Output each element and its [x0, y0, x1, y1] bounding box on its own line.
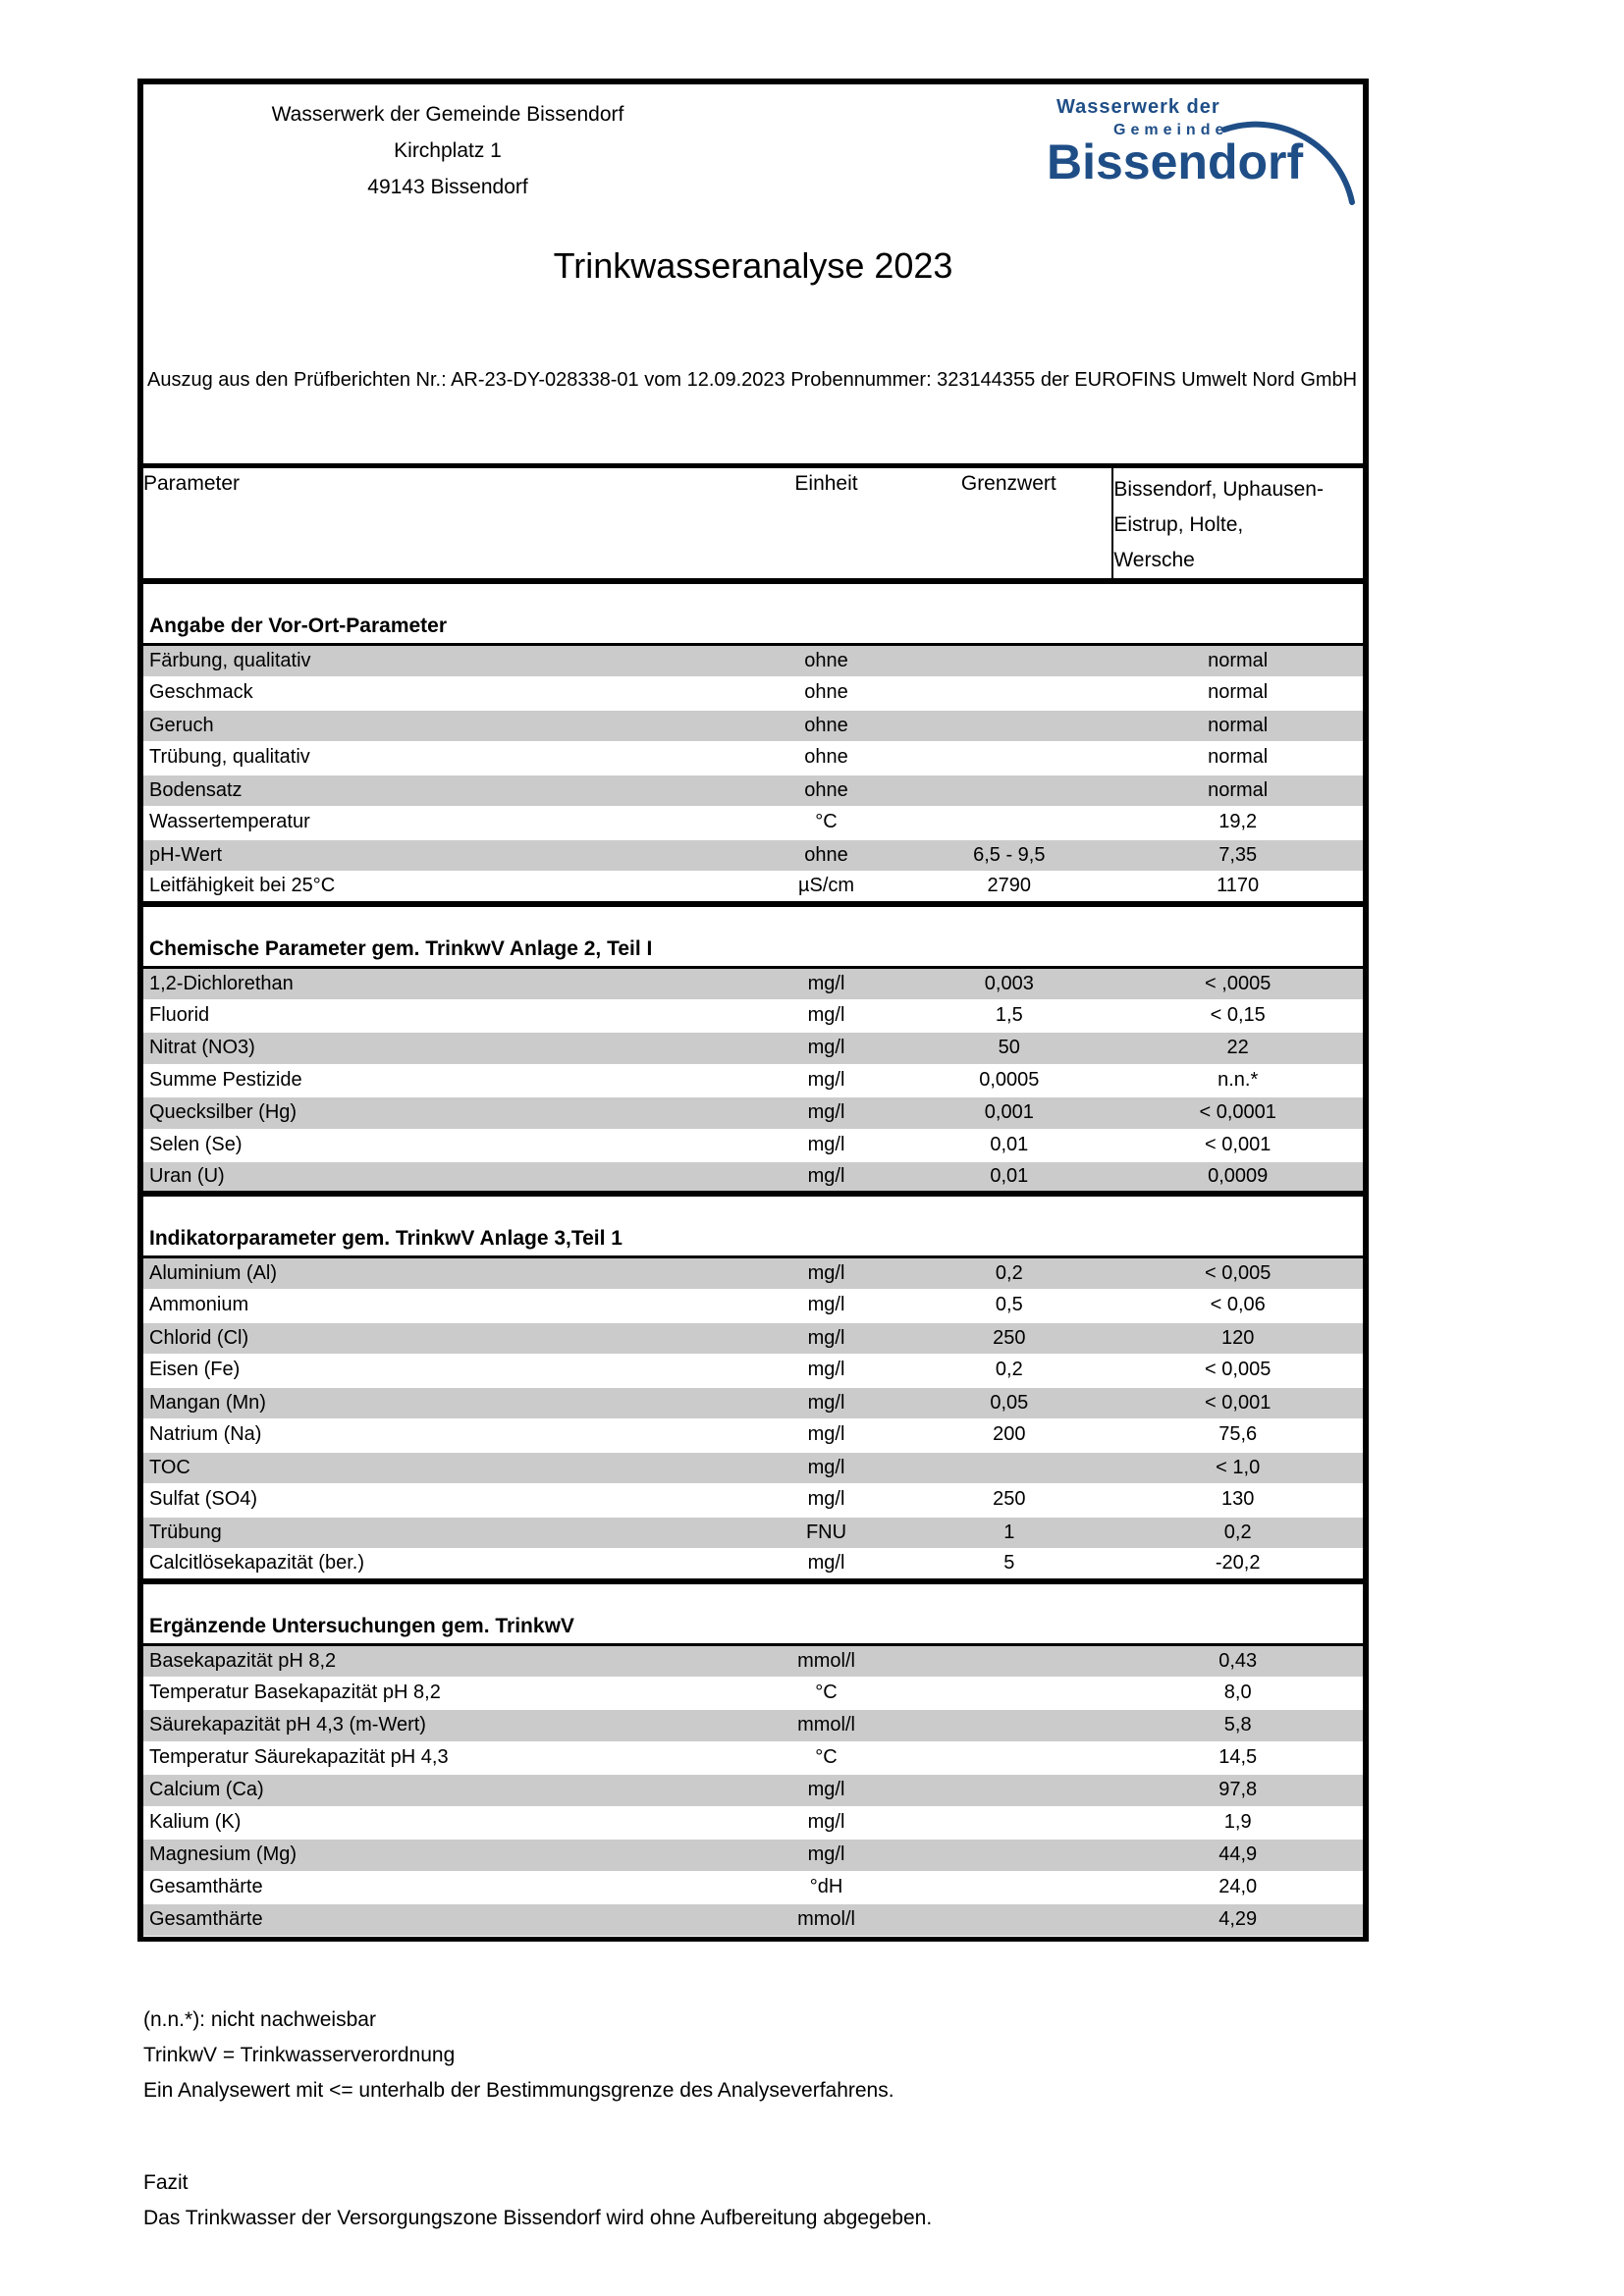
wert-cell: 0,2: [1112, 1517, 1363, 1549]
wert-cell: 44,9: [1112, 1839, 1363, 1871]
wert-cell: 5,8: [1112, 1709, 1363, 1741]
parameter-cell: Trübung: [143, 1517, 747, 1549]
wert-cell: n.n.*: [1218, 1068, 1259, 1091]
grenzwert-cell: [905, 742, 1112, 774]
grenzwert-cell: [905, 1452, 1112, 1484]
grenzwert-cell: [905, 1871, 1112, 1903]
table-row: [143, 1355, 1363, 1387]
wert-cell: < 0,005: [1205, 1359, 1272, 1381]
table-row: [143, 1387, 1363, 1419]
wert-cell: < 0,15: [1210, 1003, 1266, 1026]
table-row: [143, 1032, 1363, 1064]
einheit-cell: mmol/l: [747, 1903, 905, 1936]
parameter-cell: Uran (U): [143, 1161, 747, 1194]
grenzwert-cell: [905, 1903, 1112, 1936]
einheit-cell: mmol/l: [747, 1644, 905, 1677]
parameter-cell: Geschmack: [149, 681, 253, 704]
grenzwert-cell: 250: [993, 1488, 1026, 1511]
einheit-cell: ohne: [804, 746, 848, 769]
wert-cell: normal: [1208, 681, 1269, 704]
einheit-cell: ohne: [747, 645, 905, 677]
table-row: [143, 1129, 1363, 1161]
parameter-cell: Färbung, qualitativ: [143, 645, 747, 677]
einheit-cell: mg/l: [807, 1552, 845, 1575]
wert-cell: < 0,001: [1205, 1133, 1272, 1155]
parameter-cell: Geruch: [143, 710, 747, 742]
einheit-cell: mg/l: [807, 1294, 845, 1316]
wert-cell: 7,35: [1112, 839, 1363, 872]
einheit-cell: mg/l: [807, 1003, 845, 1026]
einheit-cell: mg/l: [807, 1810, 845, 1833]
analysis-table-header: [143, 466, 1363, 582]
table-row: [143, 1452, 1363, 1484]
table-row: [143, 1419, 1363, 1452]
wert-cell: normal: [1208, 746, 1269, 769]
parameter-cell: Leitfähigkeit bei 25°C: [149, 875, 336, 897]
table-row: [143, 1549, 1363, 1581]
parameter-cell: Temperatur Säurekapazität pH 4,3: [149, 1745, 449, 1768]
column-header-einheit: Einheit: [747, 466, 905, 582]
einheit-cell: mg/l: [747, 1257, 905, 1290]
grenzwert-cell: 200: [993, 1423, 1026, 1446]
einheit-cell: °C: [815, 1681, 838, 1703]
address-line-2: Kirchplatz 1: [394, 139, 502, 162]
table-row: [143, 710, 1363, 742]
wert-cell: -20,2: [1215, 1552, 1261, 1575]
parameter-cell: Selen (Se): [149, 1133, 243, 1155]
section-heading-row: [143, 581, 1363, 645]
column-header-row: [143, 466, 1363, 582]
parameter-cell: Ammonium: [149, 1294, 249, 1316]
wert-cell: < 0,06: [1210, 1294, 1266, 1316]
wert-cell: 1170: [1217, 875, 1260, 897]
analysis-table-body: [143, 581, 1363, 1936]
parameter-cell: Calcitlösekapazität (ber.): [149, 1552, 364, 1575]
wert-cell: 130: [1220, 1488, 1255, 1511]
column-header-grenzwert: Grenzwert: [905, 466, 1112, 582]
table-row: [143, 1709, 1363, 1741]
grenzwert-cell: 0,01: [905, 1161, 1112, 1194]
table-row: [143, 774, 1363, 807]
table-row: [143, 645, 1363, 677]
parameter-cell: Calcium (Ca): [143, 1774, 747, 1806]
einheit-cell: mg/l: [807, 1423, 845, 1446]
wert-cell: 24,0: [1218, 1875, 1258, 1897]
table-row: [143, 1903, 1363, 1936]
parameter-cell: Wassertemperatur: [149, 811, 310, 833]
section-heading: Ergänzende Untersuchungen gem. TrinkwV: [143, 1581, 1363, 1645]
einheit-cell: mg/l: [747, 1774, 905, 1806]
parameter-cell: Summe Pestizide: [149, 1068, 302, 1091]
wert-cell: 0,43: [1112, 1644, 1363, 1677]
address-line-1: Wasserwerk der Gemeinde Bissendorf: [271, 103, 624, 126]
grenzwert-cell: [905, 677, 1112, 710]
parameter-cell: pH-Wert: [143, 839, 747, 872]
grenzwert-cell: 0,01: [990, 1133, 1029, 1155]
analysis-table: [143, 463, 1363, 1937]
parameter-cell: Sulfat (SO4): [149, 1488, 258, 1511]
section-heading-row: [143, 1581, 1363, 1645]
einheit-cell: ohne: [804, 681, 848, 704]
table-row: [143, 1257, 1363, 1290]
einheit-cell: mmol/l: [747, 1709, 905, 1741]
table-row: [143, 1871, 1363, 1903]
footnote-line: (n.n.*): nicht nachweisbar: [143, 2008, 376, 2031]
report-reference-line: Auszug aus den Prüfberichten Nr.: AR-23-DY-028338-01 vom 12.09.2023 Probennummer: 323144355 der EUROFINS Umwelt Nord GmbH: [147, 369, 1358, 391]
page-title: Trinkwasseranalyse 2023: [553, 245, 953, 286]
einheit-cell: ohne: [747, 710, 905, 742]
einheit-cell: °C: [815, 1745, 838, 1768]
einheit-cell: mg/l: [747, 1032, 905, 1064]
parameter-cell: Nitrat (NO3): [143, 1032, 747, 1064]
parameter-cell: Fluorid: [149, 1003, 210, 1026]
wert-cell: normal: [1112, 645, 1363, 677]
parameter-cell: Kalium (K): [149, 1810, 242, 1833]
table-row: [143, 1322, 1363, 1355]
logo-text-bissendorf: Bissendorf: [1047, 134, 1304, 189]
grenzwert-cell: [905, 1709, 1112, 1741]
parameter-cell: Natrium (Na): [149, 1423, 262, 1446]
einheit-cell: µS/cm: [797, 875, 855, 897]
grenzwert-cell: 5: [1003, 1552, 1015, 1575]
parameter-cell: Quecksilber (Hg): [143, 1096, 747, 1129]
table-row: [143, 1517, 1363, 1549]
section-heading: Indikatorparameter gem. TrinkwV Anlage 3,Teil 1: [143, 1194, 1363, 1257]
einheit-cell: mg/l: [747, 1387, 905, 1419]
parameter-cell: Aluminium (Al): [143, 1257, 747, 1290]
wert-cell: < ,0005: [1112, 967, 1363, 999]
wert-cell: 97,8: [1112, 1774, 1363, 1806]
logo-text-gemeinde: Gemeinde: [1113, 122, 1229, 138]
wert-cell: 75,6: [1218, 1423, 1258, 1446]
table-row: [143, 677, 1363, 710]
wert-cell: 4,29: [1112, 1903, 1363, 1936]
table-row: [143, 1839, 1363, 1871]
parameter-cell: Säurekapazität pH 4,3 (m-Wert): [143, 1709, 747, 1741]
parameter-cell: Trübung, qualitativ: [149, 746, 310, 769]
wert-cell: < 1,0: [1112, 1452, 1363, 1484]
parameter-cell: Basekapazität pH 8,2: [143, 1644, 747, 1677]
table-row: [143, 1677, 1363, 1709]
wert-cell: 1,9: [1223, 1810, 1252, 1833]
grenzwert-cell: [905, 774, 1112, 807]
address-line-3: 49143 Bissendorf: [367, 176, 528, 198]
table-row: [143, 872, 1363, 904]
einheit-cell: mg/l: [807, 1359, 845, 1381]
table-row: [143, 1290, 1363, 1322]
grenzwert-cell: 0,2: [995, 1359, 1023, 1381]
grenzwert-cell: [905, 645, 1112, 677]
section-heading: Angabe der Vor-Ort-Parameter: [143, 581, 1363, 645]
logo-text-wasserwerk: Wasserwerk der: [1056, 96, 1220, 118]
grenzwert-cell: 1: [905, 1517, 1112, 1549]
table-row: [143, 999, 1363, 1032]
einheit-cell: mg/l: [807, 1133, 845, 1155]
table-row: [143, 1806, 1363, 1839]
grenzwert-cell: 1,5: [995, 1003, 1023, 1026]
wert-cell: < 0,001: [1112, 1387, 1363, 1419]
wert-cell: < 0,005: [1112, 1257, 1363, 1290]
table-row: [143, 1774, 1363, 1806]
parameter-cell: Magnesium (Mg): [143, 1839, 747, 1871]
parameter-cell: Gesamthärte: [149, 1875, 263, 1897]
grenzwert-cell: 0,003: [905, 967, 1112, 999]
einheit-cell: FNU: [747, 1517, 905, 1549]
einheit-cell: mg/l: [807, 1488, 845, 1511]
section-heading-row: [143, 1194, 1363, 1257]
grenzwert-cell: 50: [905, 1032, 1112, 1064]
grenzwert-cell: 0,05: [905, 1387, 1112, 1419]
einheit-cell: mg/l: [747, 967, 905, 999]
table-row: [143, 1161, 1363, 1194]
parameter-cell: Temperatur Basekapazität pH 8,2: [149, 1681, 441, 1703]
einheit-cell: ohne: [747, 774, 905, 807]
grenzwert-cell: [905, 1741, 1112, 1774]
parameter-cell: Chlorid (Cl): [143, 1322, 747, 1355]
table-row: [143, 967, 1363, 999]
wert-cell: 19,2: [1218, 811, 1258, 833]
table-row: [143, 1064, 1363, 1096]
parameter-cell: Mangan (Mn): [143, 1387, 747, 1419]
column-header-zone: Bissendorf, Uphausen- Eistrup, Holte, Wersche: [1112, 466, 1363, 582]
grenzwert-cell: [905, 1839, 1112, 1871]
column-header-parameter: Parameter: [143, 466, 747, 582]
einheit-cell: °C: [815, 811, 838, 833]
grenzwert-cell: 250: [905, 1322, 1112, 1355]
grenzwert-cell: 0,2: [905, 1257, 1112, 1290]
table-row: [143, 1484, 1363, 1517]
wert-cell: 120: [1112, 1322, 1363, 1355]
footnotes-block: [143, 2002, 894, 2109]
grenzwert-cell: [905, 1806, 1112, 1839]
parameter-cell: TOC: [143, 1452, 747, 1484]
wert-cell: normal: [1112, 710, 1363, 742]
einheit-cell: ohne: [747, 839, 905, 872]
table-row: [143, 742, 1363, 774]
parameter-cell: Bodensatz: [143, 774, 747, 807]
fazit-block: [143, 2165, 932, 2236]
grenzwert-cell: 0,5: [995, 1294, 1023, 1316]
parameter-cell: Gesamthärte: [143, 1903, 747, 1936]
wert-cell: < 0,0001: [1112, 1096, 1363, 1129]
parameter-cell: 1,2-Dichlorethan: [143, 967, 747, 999]
table-row: [143, 807, 1363, 839]
section-heading: Chemische Parameter gem. TrinkwV Anlage 2, Teil I: [143, 904, 1363, 968]
footnote-line: TrinkwV = Trinkwasserverordnung: [143, 2044, 456, 2066]
einheit-cell: mg/l: [747, 1839, 905, 1871]
sender-address-block: [251, 96, 644, 205]
grenzwert-cell: 0,0005: [979, 1068, 1040, 1091]
table-row: [143, 1644, 1363, 1677]
footnote-line: Ein Analysewert mit <= unterhalb der Bestimmungsgrenze des Analyseverfahrens.: [143, 2079, 894, 2102]
wert-cell: 14,5: [1218, 1745, 1258, 1768]
wert-cell: 0,0009: [1112, 1161, 1363, 1194]
table-row: [143, 1096, 1363, 1129]
einheit-cell: mg/l: [747, 1096, 905, 1129]
wert-cell: 8,0: [1223, 1681, 1252, 1703]
fazit-text: Das Trinkwasser der Versorgungszone Bissendorf wird ohne Aufbereitung abgegeben.: [143, 2207, 933, 2229]
section-heading-row: [143, 904, 1363, 968]
waterworks-logo: [1047, 90, 1363, 267]
grenzwert-cell: [905, 710, 1112, 742]
document-border-box: [137, 79, 1369, 1942]
grenzwert-cell: 0,001: [905, 1096, 1112, 1129]
einheit-cell: mg/l: [747, 1452, 905, 1484]
logo-swoosh-arc-icon: [1221, 102, 1359, 210]
grenzwert-cell: [905, 1677, 1112, 1709]
table-row: [143, 1741, 1363, 1774]
wert-cell: normal: [1112, 774, 1363, 807]
grenzwert-cell: 2790: [987, 875, 1032, 897]
table-row: [143, 839, 1363, 872]
einheit-cell: °dH: [809, 1875, 843, 1897]
grenzwert-cell: 6,5 - 9,5: [905, 839, 1112, 872]
einheit-cell: mg/l: [747, 1322, 905, 1355]
grenzwert-cell: [905, 1774, 1112, 1806]
fazit-label: Fazit: [143, 2171, 189, 2194]
wert-cell: 22: [1112, 1032, 1363, 1064]
parameter-cell: Eisen (Fe): [149, 1359, 241, 1381]
einheit-cell: mg/l: [747, 1161, 905, 1194]
grenzwert-cell: [905, 807, 1112, 839]
einheit-cell: mg/l: [807, 1068, 845, 1091]
grenzwert-cell: [905, 1644, 1112, 1677]
